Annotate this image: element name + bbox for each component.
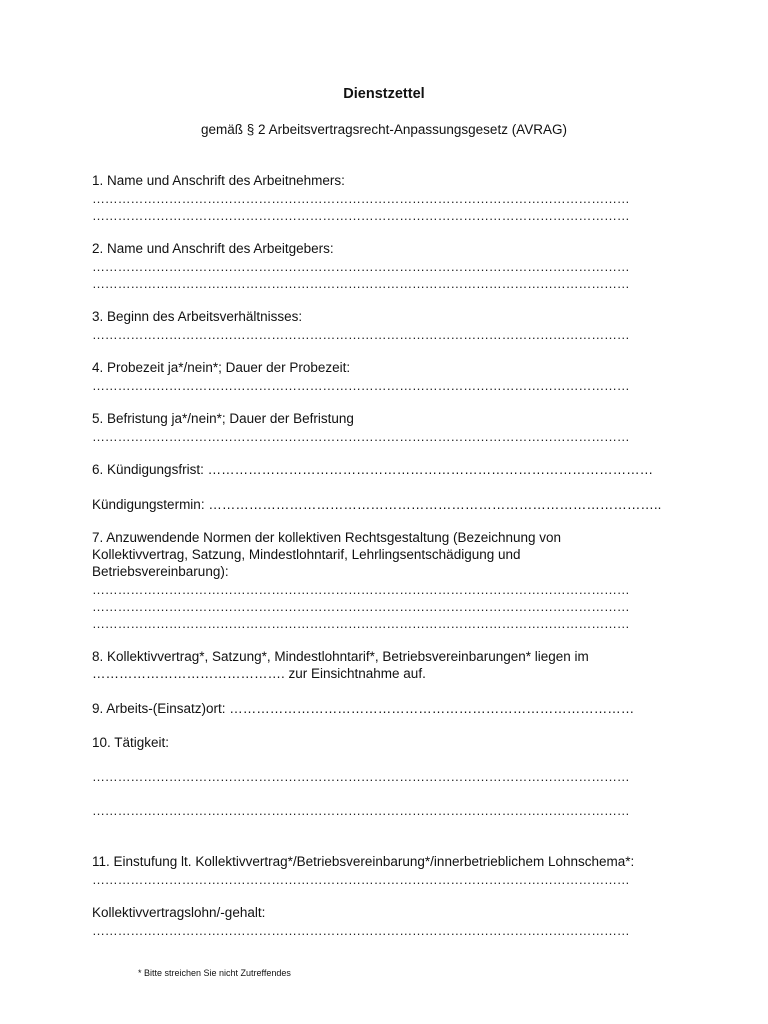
- dotted-line: ………………………………………………………………………………………………………………: [92, 923, 630, 938]
- footnote: * Bitte streichen Sie nicht Zutreffendes: [138, 968, 291, 978]
- item-1-label: 1. Name und Anschrift des Arbeitnehmers:: [92, 173, 345, 188]
- dotted-line: ………………………………………………………………………………………………………………: [92, 327, 630, 342]
- item-11-label: 11. Einstufung lt. Kollektivvertrag*/Betriebsvereinbarung*/innerbetrieblichem Lohnschema*:: [92, 854, 635, 869]
- item-9-label: 9. Arbeits-(Einsatz)ort: ………………………………………………………………………………: [92, 701, 635, 716]
- dotted-line: ………………………………………………………………………………………………………………: [92, 429, 630, 444]
- item-4-label: 4. Probezeit ja*/nein*; Dauer der Probezeit:: [92, 360, 351, 375]
- item-7-label-line-2: Kollektivvertrag, Satzung, Mindestlohntarif, Lehrlingsentschädigung und: [92, 547, 521, 562]
- dotted-line: ………………………………………………………………………………………………………………: [92, 803, 630, 818]
- item-10-label: 10. Tätigkeit:: [92, 735, 170, 750]
- dotted-line: ………………………………………………………………………………………………………………: [92, 276, 630, 291]
- dotted-line: ………………………………………………………………………………………………………………: [92, 378, 630, 393]
- item-2-label: 2. Name und Anschrift des Arbeitgebers:: [92, 241, 334, 256]
- dotted-line: ………………………………………………………………………………………………………………: [92, 599, 630, 614]
- dotted-line: ………………………………………………………………………………………………………………: [92, 582, 630, 597]
- termination-date-label: Kündigungstermin: ………………………………………………………………………………………..: [92, 497, 662, 512]
- item-5-label: 5. Befristung ja*/nein*; Dauer der Befristung: [92, 411, 354, 426]
- item-7-label-line-1: 7. Anzuwendende Normen der kollektiven Rechtsgestaltung (Bezeichnung von: [92, 530, 562, 545]
- dotted-line: ………………………………………………………………………………………………………………: [92, 616, 630, 631]
- dotted-line: ………………………………………………………………………………………………………………: [92, 259, 630, 274]
- item-3-label: 3. Beginn des Arbeitsverhältnisses:: [92, 309, 303, 324]
- document-title: Dienstzettel: [343, 86, 425, 102]
- dotted-line: ………………………………………………………………………………………………………………: [92, 208, 630, 223]
- dotted-line: ………………………………………………………………………………………………………………: [92, 872, 630, 887]
- dotted-line: ………………………………………………………………………………………………………………: [92, 769, 630, 784]
- dotted-line: ………………………………………………………………………………………………………………: [92, 191, 630, 206]
- item-6-label: 6. Kündigungsfrist: ………………………………………………………………………………………: [92, 462, 654, 477]
- document-subtitle: gemäß § 2 Arbeitsvertragsrecht-Anpassungsgesetz (AVRAG): [201, 122, 567, 137]
- item-8-label-line-1: 8. Kollektivvertrag*, Satzung*, Mindestlohntarif*, Betriebsvereinbarungen* liegen im: [92, 649, 589, 664]
- item-7-label-line-3: Betriebsvereinbarung):: [92, 564, 229, 579]
- collective-wage-label: Kollektivvertragslohn/-gehalt:: [92, 905, 266, 920]
- item-8-label-line-2: ……………………………………. zur Einsichtnahme auf.: [92, 666, 426, 681]
